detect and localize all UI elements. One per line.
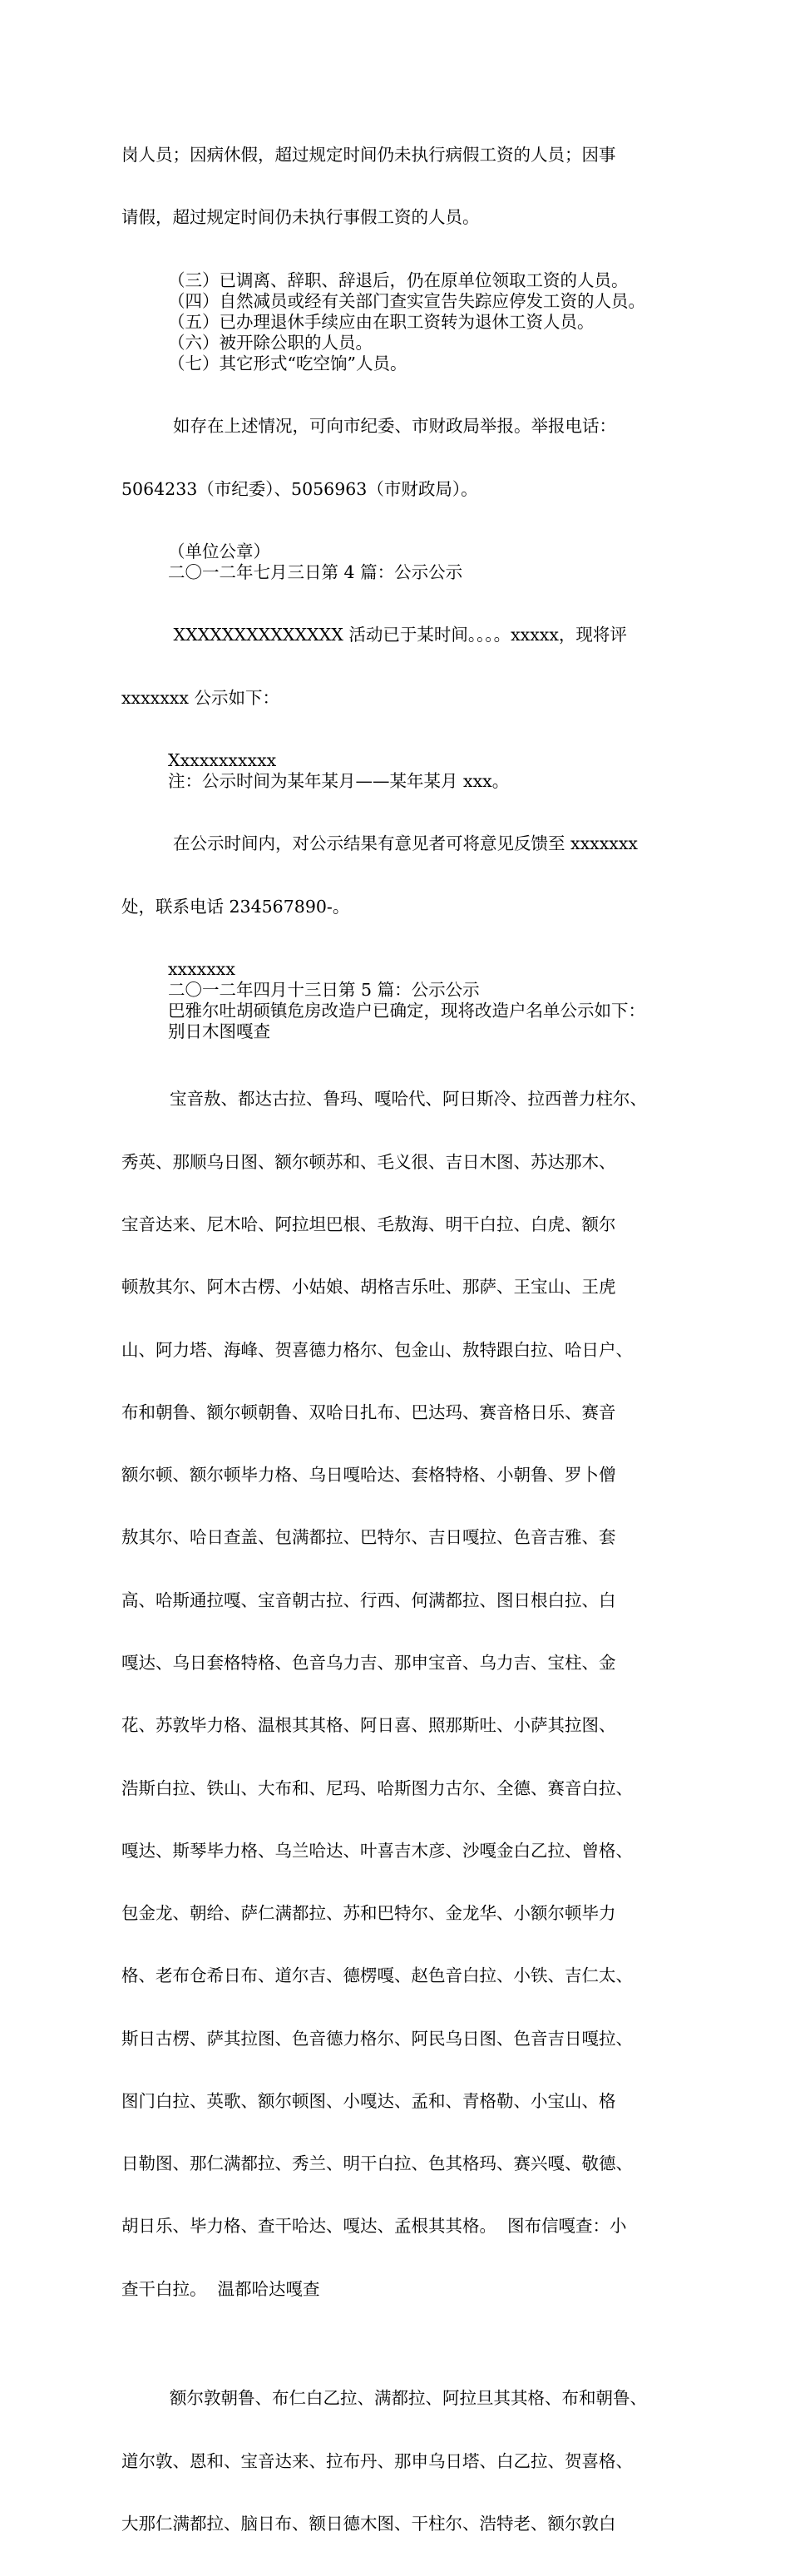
text-line: 布和朝鲁、额尔顿朝鲁、双哈日扎布、巴达玛、赛音格日乐、赛音 [121, 1402, 616, 1422]
text-line: 岗人员；因病休假，超过规定时间仍未执行病假工资的人员；因事 [121, 145, 616, 166]
text-line: 宝音敖、都达古拉、鲁玛、嘎哈代、阿日斯冷、拉西普力柱尔、 [170, 1089, 647, 1110]
intro-line: 巴雅尔吐胡硕镇危房改造户已确定，现将改造户名单公示如下： [168, 1001, 645, 1021]
text-line: 高、哈斯通拉嘎、宝音朝古拉、行西、何满都拉、图日根白拉、白 [121, 1590, 616, 1610]
signature: xxxxxxx [168, 958, 235, 979]
text-line: 大那仁满都拉、脑日布、额日德木图、干柱尔、浩特老、额尔敦白 [121, 2513, 616, 2534]
article-5-date-heading: 二〇一二年四月十三日第 5 篇：公示公示 [168, 979, 480, 1000]
text-line: xxxxxxx 公示如下： [121, 687, 279, 708]
text-line: 处，联系电话 234567890-。 [121, 896, 350, 917]
text-line: 嘎达、乌日套格特格、色音乌力吉、那申宝音、乌力吉、宝柱、金 [121, 1652, 616, 1673]
item-3: （三）已调离、辞职、辞退后，仍在原单位领取工资的人员。 [168, 269, 629, 290]
text-line: 浩斯白拉、铁山、大布和、尼玛、哈斯图力古尔、全德、赛音白拉、 [121, 1777, 633, 1798]
names-list-2 [121, 2346, 684, 2576]
text-line: 包金龙、朝给、萨仁满都拉、苏和巴特尔、金龙华、小额尔顿毕力 [121, 1903, 616, 1924]
paragraph-continued [121, 103, 684, 270]
text-line: 日勒图、那仁满都拉、秀兰、明干白拉、色其格玛、赛兴嘎、敬德、 [121, 2153, 633, 2174]
unit-seal: （单位公章） [168, 541, 270, 561]
text-line: 查干白拉。 温都哈达嘎查 [121, 2278, 320, 2299]
document-page [121, 103, 684, 2576]
text-line: 图门白拉、英歌、额尔顿图、小嘎达、孟和、青格勒、小宝山、格 [121, 2090, 616, 2111]
text-line: 敖其尔、哈日查盖、包满都拉、巴特尔、吉日嘎拉、色音吉雅、套 [121, 1527, 616, 1548]
item-4: （四）自然减员或经有关部门查实宣告失踪应停发工资的人员。 [168, 290, 645, 311]
text-line: 胡日乐、毕力格、查干哈达、嘎达、孟根其其格。 图布信嘎查：小 [121, 2216, 627, 2237]
text-line: 宝音达来、尼木哈、阿拉坦巴根、毛敖海、明干白拉、白虎、额尔 [121, 1214, 616, 1234]
feedback-paragraph [121, 792, 684, 959]
text-line: 请假，超过规定时间仍未执行事假工资的人员。 [121, 207, 480, 228]
report-paragraph [121, 374, 684, 541]
text-line: 斯日古楞、萨其拉图、色音德力格尔、阿民乌日图、色音吉日嘎拉、 [121, 2028, 633, 2049]
note-line: 注：公示时间为某年某月——某年某月 xxx。 [168, 771, 510, 791]
text-line: 顿敖其尔、阿木古楞、小姑娘、胡格吉乐吐、那萨、王宝山、王虎 [121, 1277, 616, 1298]
text-line: 如存在上述情况，可向市纪委、市财政局举报。举报电话： [173, 416, 616, 437]
item-6: （六）被开除公职的人员。 [168, 333, 373, 354]
text-line: 在公示时间内，对公示结果有意见者可将意见反馈至 xxxxxxx [173, 833, 638, 854]
text-line: 花、苏敦毕力格、温根其其格、阿日喜、照那斯吐、小萨其拉图、 [121, 1715, 616, 1736]
text-line: 额尔敦朝鲁、布仁白乙拉、满都拉、阿拉旦其其格、布和朝鲁、 [170, 2388, 647, 2409]
item-7: （七）其它形式“吃空饷”人员。 [168, 354, 407, 374]
item-5: （五）已办理退休手续应由在职工资转为退休工资人员。 [168, 311, 595, 332]
text-line: 5064233（市纪委）、5056963（市财政局）。 [121, 478, 478, 499]
text-line: 嘎达、斯琴毕力格、乌兰哈达、叶喜吉木彦、沙嘎金白乙拉、曾格、 [121, 1840, 633, 1861]
text-line: 山、阿力塔、海峰、贺喜德力格尔、包金山、敖特跟白拉、哈日户、 [121, 1339, 633, 1360]
text-line: 道尔敦、恩和、宝音达来、拉布丹、那申乌日塔、白乙拉、贺喜格、 [121, 2450, 633, 2471]
names-list-1 [121, 1047, 684, 2341]
group-heading: 别日木图嘎查 [168, 1021, 270, 1042]
text-line: 格、老布仓希日布、道尔吉、德楞嘎、赵色音白拉、小铁、吉仁太、 [121, 1965, 633, 1986]
article-4-date-heading: 二〇一二年七月三日第 4 篇：公示公示 [168, 562, 463, 583]
placeholder-line: Xxxxxxxxxxx [168, 749, 277, 770]
text-line: 秀英、那顺乌日图、额尔顿苏和、毛义很、吉日木图、苏达那木、 [121, 1151, 616, 1172]
text-line: XXXXXXXXXXXXXX 活动已于某时间。。。。xxxxx，现将评 [168, 625, 627, 645]
text-line: 额尔顿、额尔顿毕力格、乌日嘎哈达、套格特格、小朝鲁、罗卜僧 [121, 1465, 616, 1486]
activity-paragraph [121, 583, 684, 750]
